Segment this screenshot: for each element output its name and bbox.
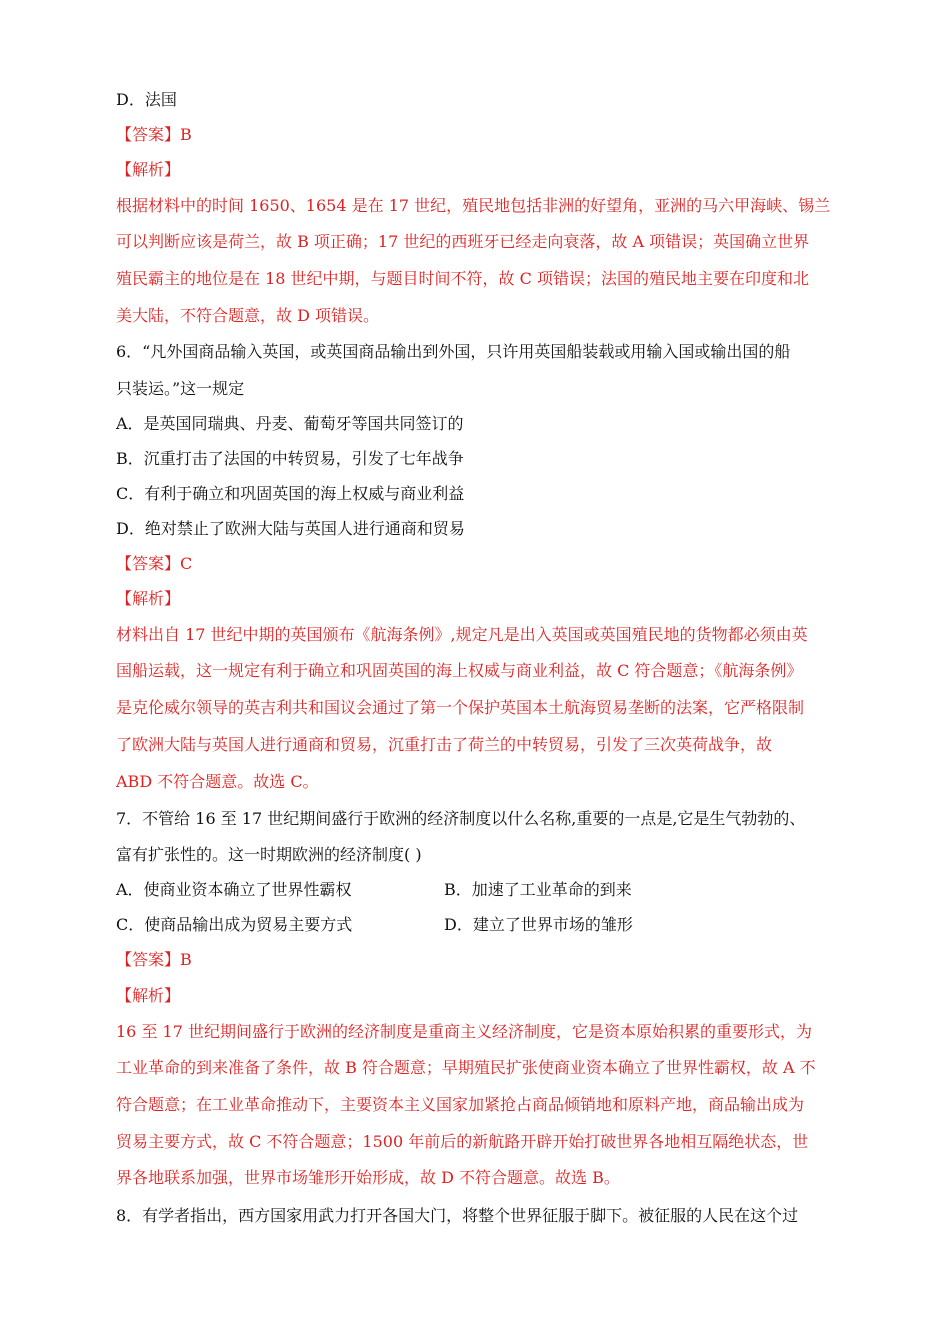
q7-analysis-line: 工业革命的到来准备了条件，故 B 符合题意；早期殖民扩张使商业资本确立了世界性霸权，故 A 不 <box>116 1058 816 1077</box>
q5-analysis-line: 殖民霸主的地位是在 18 世纪中期，与题目时间不符，故 C 项错误；法国的殖民地主要在印度和北 <box>116 269 809 288</box>
q7-option-b: B．加速了工业革命的到来 <box>444 880 632 899</box>
q7-stem-line: 富有扩张性的。这一时期欧洲的经济制度( ) <box>116 845 422 864</box>
q7-analysis-line: 16 至 17 世纪期间盛行于欧洲的经济制度是重商主义经济制度，它是资本原始积累的重要形式，为 <box>116 1022 812 1041</box>
q7-option-a: A．使商业资本确立了世界性霸权 <box>116 880 352 899</box>
q6-analysis-line: 材料出自 17 世纪中期的英国颁布《航海条例》,规定凡是出入英国或英国殖民地的货物都必须由英 <box>116 625 808 644</box>
q5-option-d: D．法国 <box>116 90 177 109</box>
q6-answer: 【答案】C <box>116 554 193 573</box>
q7-analysis-label: 【解析】 <box>116 986 181 1005</box>
q6-stem-line: 只装运。”这一规定 <box>116 379 245 398</box>
q6-option-b: B．沉重打击了法国的中转贸易，引发了七年战争 <box>116 449 464 468</box>
q6-option-a: A．是英国同瑞典、丹麦、葡萄牙等国共同签订的 <box>116 414 464 433</box>
q7-analysis-line: 符合题意；在工业革命推动下，主要资本主义国家加紧抢占商品倾销地和原料产地，商品输出成为 <box>116 1095 805 1114</box>
q6-option-c: C．有利于确立和巩固英国的海上权威与商业利益 <box>116 484 465 503</box>
q7-analysis-line: 贸易主要方式，故 C 不符合题意；1500 年前后的新航路开辟开始打破世界各地相互隔绝状态，世 <box>116 1132 809 1151</box>
q7-answer: 【答案】B <box>116 950 192 969</box>
q6-option-d: D．绝对禁止了欧洲大陆与英国人进行通商和贸易 <box>116 519 465 538</box>
q7-analysis-line: 界各地联系加强，世界市场雏形开始形成，故 D 不符合题意。故选 B。 <box>116 1168 620 1187</box>
q8-stem-line: 8．有学者指出，西方国家用武力打开各国大门，将整个世界征服于脚下。被征服的人民在这个过 <box>116 1206 799 1225</box>
q6-analysis-line: 了欧洲大陆与英国人进行通商和贸易，沉重打击了荷兰的中转贸易，引发了三次英荷战争，故 <box>116 735 773 754</box>
q5-analysis-line: 根据材料中的时间 1650、1654 是在 17 世纪，殖民地包括非洲的好望角，亚洲的马六甲海峡、锡兰 <box>116 196 831 215</box>
q5-answer: 【答案】B <box>116 125 192 144</box>
q6-analysis-line: 国船运载，这一规定有利于确立和巩固英国的海上权威与商业利益，故 C 符合题意；《航海条例》 <box>116 661 803 680</box>
q6-analysis-label: 【解析】 <box>116 589 181 608</box>
q7-option-c: C．使商品输出成为贸易主要方式 <box>116 915 353 934</box>
q6-stem-line: 6．“凡外国商品输入英国，或英国商品输出到外国，只许用英国船装载或用输入国或输出国的船 <box>116 342 791 361</box>
q6-analysis-line: ABD 不符合题意。故选 C。 <box>116 772 319 791</box>
q7-option-d: D．建立了世界市场的雏形 <box>444 915 633 934</box>
q5-analysis-label: 【解析】 <box>116 160 181 179</box>
q6-analysis-line: 是克伦威尔领导的英吉利共和国议会通过了第一个保护英国本土航海贸易垄断的法案，它严格限制 <box>116 698 805 717</box>
q5-analysis-line: 美大陆，不符合题意，故 D 项错误。 <box>116 306 380 325</box>
q7-stem-line: 7．不管给 16 至 17 世纪期间盛行于欧洲的经济制度以什么名称,重要的一点是,它是生气勃勃的、 <box>116 809 806 828</box>
q5-analysis-line: 可以判断应该是荷兰，故 B 项正确；17 世纪的西班牙已经走向衰落，故 A 项错误；英国确立世界 <box>116 232 810 251</box>
